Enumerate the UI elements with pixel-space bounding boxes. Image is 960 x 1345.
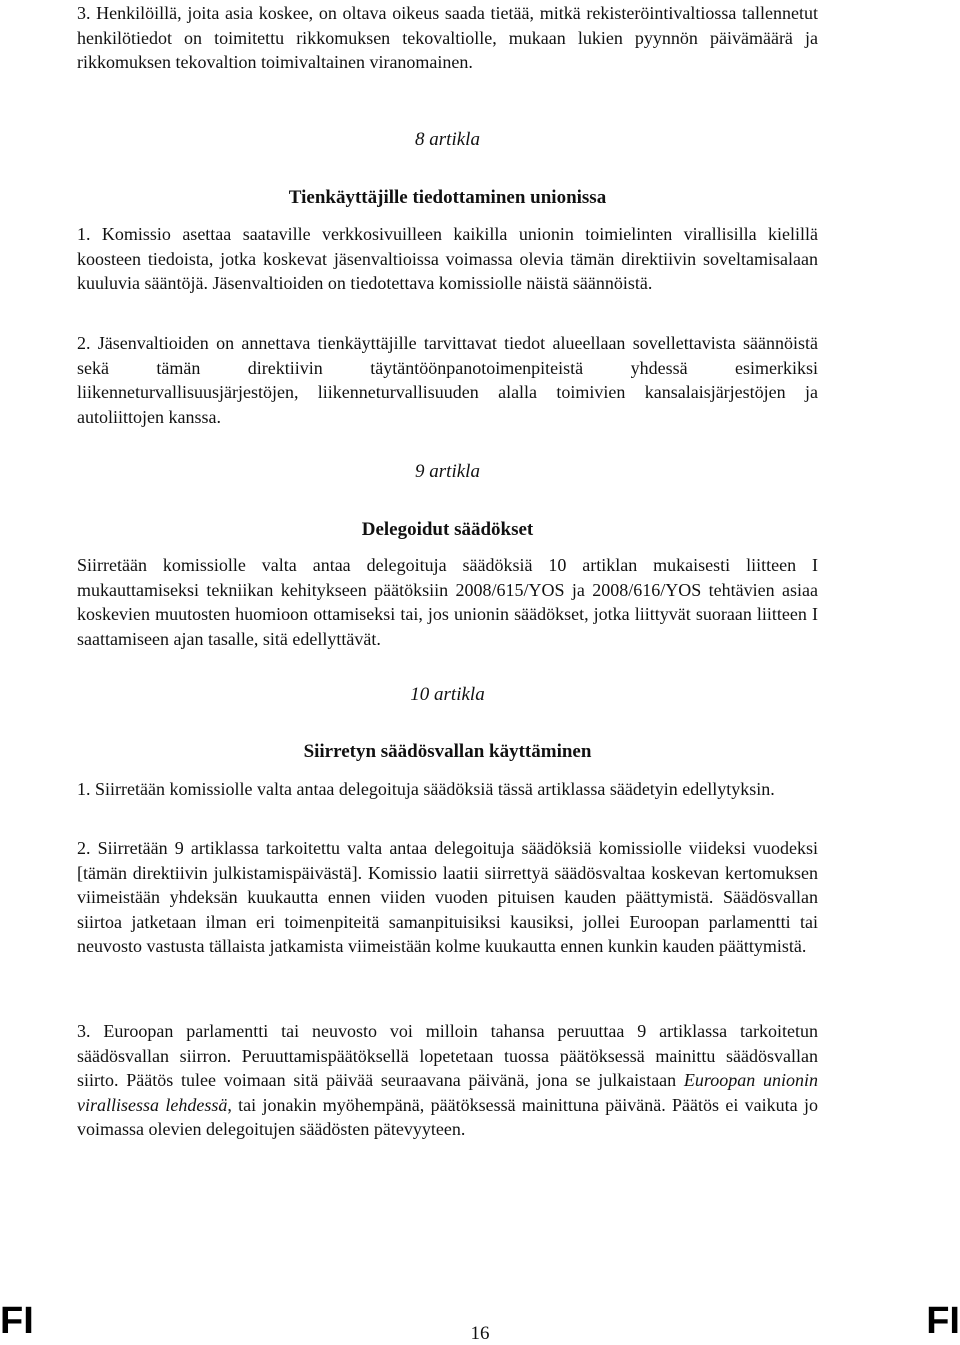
article-10-number: 10 artikla	[410, 684, 485, 705]
article-9-paragraph-1: Siirretään komissiolle valta antaa delegoituja säädöksiä 10 artiklan mukaisesti liitteen I mukauttamiseksi tekniikan kehitykseen päätöksiin 2008/615/YOS ja 2008/616/YOS tehtävien asiaa koskevien muutosten huomioon ottamiseksi tai, jos unionin säädökset, jotka liittyvät suoraan liitteen I saattamiseen ajan tasalle, sitä edellyttävät.	[77, 555, 818, 649]
article-8-paragraph-1: 1. Komissio asettaa saataville verkkosivuilleen kaikilla unionin toimielinten virallisilla kielillä koosteen tiedoista, jotka koskevat jäsenvaltioissa voimassa olevia tämän direktiivin soveltamisalaan kuuluvia sääntöjä. Jäsenvaltioiden on tiedotettava komissiolle näistä säännöistä.	[77, 224, 818, 294]
article-10-title: Siirretyn säädösvallan käyttäminen	[303, 741, 592, 762]
article-10-paragraph-3	[77, 1019, 818, 1142]
article-8-title: Tienkäyttäjille tiedottaminen unionissa	[288, 187, 607, 208]
official-journal-title: Euroopan unionin virallisessa lehdessä	[77, 1070, 818, 1115]
article-10-paragraph-2: 2. Siirretään 9 artiklassa tarkoitettu valta antaa delegoituja säädöksiä komissiolle viideksi vuodeksi [tämän direktiivin julkistamispäivästä]. Komissio laatii siirrettyä säädösvaltaa koskevan kertomuksen viimeistään yhdeksän kuukautta ennen viiden vuoden pituisen kauden päättymistä. Säädösvallan siirtoa jatketaan ilman eri toimenpiteitä samanpituisiksi kausiksi, jollei Euroopan parlamentti tai neuvosto vastusta tällaista jatkamista viimeistään kolme kuukautta ennen kunkin kauden päättymistä.	[77, 838, 818, 957]
footer-language-code-right: FI	[926, 1300, 960, 1342]
article-10-paragraph-3-text-end: , tai jonakin myöhempänä, päätöksessä mainittuna päivänä. Päätös ei vaikuta jo voimassa olevien delegoitujen säädösten pätevyyteen.	[77, 1094, 818, 1140]
article-9-title: Delegoidut säädökset	[361, 519, 534, 540]
article-10-paragraph-1: 1. Siirretään komissiolle valta antaa delegoituja säädöksiä tässä artiklassa säädetyin edellytyksin.	[77, 779, 775, 799]
article-9-number: 9 artikla	[415, 461, 480, 482]
page-number: 16	[470, 1323, 490, 1344]
article-8-paragraph-2: 2. Jäsenvaltioiden on annettava tienkäyttäjille tarvittavat tiedot alueellaan sovellettavista säännöistä sekä tämän direktiivin täytäntöönpanotoimenpiteistä yhdessä esimerkiksi liikenneturvallisuusjärjestöjen, liikenneturvallisuuden alalla toimivien kansalaisjärjestöjen ja autoliittojen kanssa.	[77, 333, 818, 427]
article-10-paragraph-3-text-start: 3. Euroopan parlamentti tai neuvosto voi milloin tahansa peruuttaa 9 artiklassa tarkoitetun säädösvallan siirron. Peruuttamispäätöksellä lopetetaan tuossa päätöksessä mainittu säädösvallan siirto. Päätös tulee voimaan sitä päivää seuraavana päivänä, jona se julkaistaan	[77, 1021, 818, 1091]
footer-language-code-left: FI	[0, 1300, 34, 1342]
article-8-number: 8 artikla	[415, 129, 480, 150]
paragraph-3: 3. Henkilöillä, joita asia koskee, on oltava oikeus saada tietää, mitkä rekisteröintivaltiossa tallennetut henkilötiedot on toimitettu rikkomuksen tekovaltiolle, mukaan lukien pyynnön päivämäärä ja rikkomuksen tekovaltion toimivaltainen viranomainen.	[77, 3, 818, 73]
